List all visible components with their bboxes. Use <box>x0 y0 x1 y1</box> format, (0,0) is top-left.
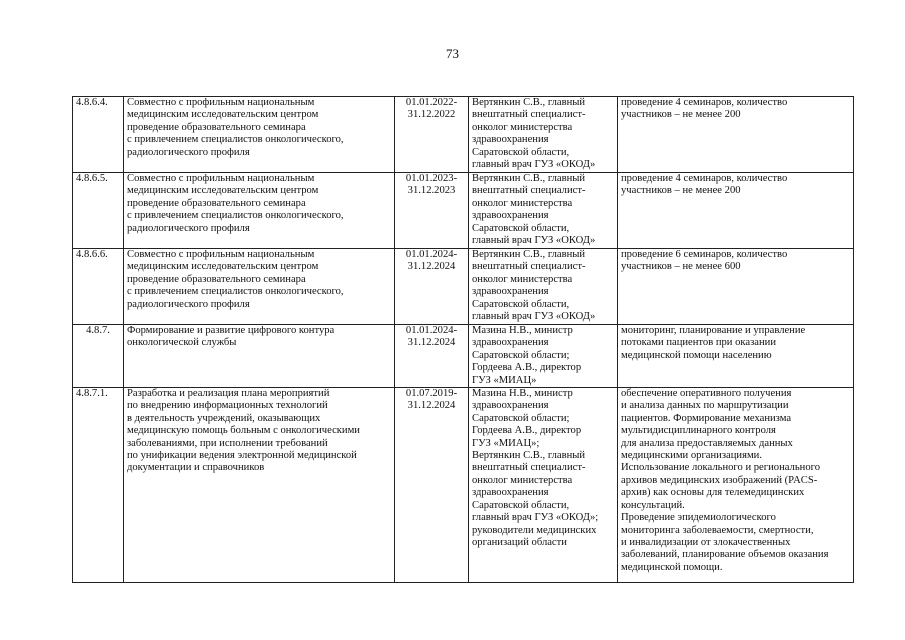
responsible-person: Вертянкин С.В., главный внештатный специалист- онколог министерства здравоохранения Саратовской области, главный врач ГУЗ «ОКОД» <box>469 249 618 325</box>
table-row <box>73 249 854 325</box>
page-number: 73 <box>446 46 459 61</box>
table-row <box>73 388 854 583</box>
item-number: 4.8.7. <box>73 325 124 388</box>
activity-name: Формирование и развитие цифрового контура онкологической службы <box>124 325 395 388</box>
responsible-person: Мазина Н.В., министр здравоохранения Саратовской области; Гордеева А.В., директор ГУЗ «МИАЦ» <box>469 325 618 388</box>
activity-name: Разработка и реализация плана мероприятий по внедрению информационных технологий в деятельность учреждений, оказывающих медицинскую помощь больным с онкологическими заболеваниями, при исполнении требований по унификации ведения электронной медицинской документации и справочников <box>124 388 395 583</box>
item-number: 4.8.6.6. <box>73 249 124 325</box>
expected-result: проведение 6 семинаров, количество участников – не менее 600 <box>618 249 854 325</box>
activity-dates: 01.01.2022- 31.12.2022 <box>395 97 469 173</box>
item-number: 4.8.6.5. <box>73 173 124 249</box>
item-number: 4.8.6.4. <box>73 97 124 173</box>
responsible-person: Мазина Н.В., министр здравоохранения Саратовской области; Гордеева А.В., директор ГУЗ «МИАЦ»; Вертянкин С.В., главный внештатный специалист- онколог министерства здравоохранения Саратовской области, главный врач ГУЗ «ОКОД»; руководители медицинских организаций области <box>469 388 618 583</box>
responsible-person: Вертянкин С.В., главный внештатный специалист- онколог министерства здравоохранения Саратовской области, главный врач ГУЗ «ОКОД» <box>469 97 618 173</box>
item-number: 4.8.7.1. <box>73 388 124 583</box>
activity-plan-table <box>72 96 854 583</box>
expected-result: проведение 4 семинаров, количество участников – не менее 200 <box>618 173 854 249</box>
table-row <box>73 97 854 173</box>
activity-name: Совместно с профильным национальным медицинским исследовательским центром проведение образовательного семинара с привлечением специалистов онкологического, радиологического профиля <box>124 249 395 325</box>
activity-dates: 01.01.2023- 31.12.2023 <box>395 173 469 249</box>
expected-result: мониторинг, планирование и управление потоками пациентов при оказании медицинской помощи населению <box>618 325 854 388</box>
activity-name: Совместно с профильным национальным медицинским исследовательским центром проведение образовательного семинара с привлечением специалистов онкологического, радиологического профиля <box>124 173 395 249</box>
responsible-person: Вертянкин С.В., главный внештатный специалист- онколог министерства здравоохранения Саратовской области, главный врач ГУЗ «ОКОД» <box>469 173 618 249</box>
activity-dates: 01.01.2024- 31.12.2024 <box>395 249 469 325</box>
activity-dates: 01.07.2019- 31.12.2024 <box>395 388 469 583</box>
expected-result: обеспечение оперативного получения и анализа данных по маршрутизации пациентов. Формирование механизма мультидисциплинарного контроля для анализа предоставляемых данных медицинскими организациями. Использование локального и регионального архивов медицинских изображений (PACS- архив) как основы для телемедицинских консультаций. Проведение эпидемиологического мониторинга заболеваемости, смертности, и инвалидизации от злокачественных заболеваний, планирование объемов оказания медицинской помощи. <box>618 388 854 583</box>
expected-result: проведение 4 семинаров, количество участников – не менее 200 <box>618 97 854 173</box>
activity-name: Совместно с профильным национальным медицинским исследовательским центром проведение образовательного семинара с привлечением специалистов онкологического, радиологического профиля <box>124 97 395 173</box>
table-row <box>73 325 854 388</box>
table-row <box>73 173 854 249</box>
activity-dates: 01.01.2024- 31.12.2024 <box>395 325 469 388</box>
